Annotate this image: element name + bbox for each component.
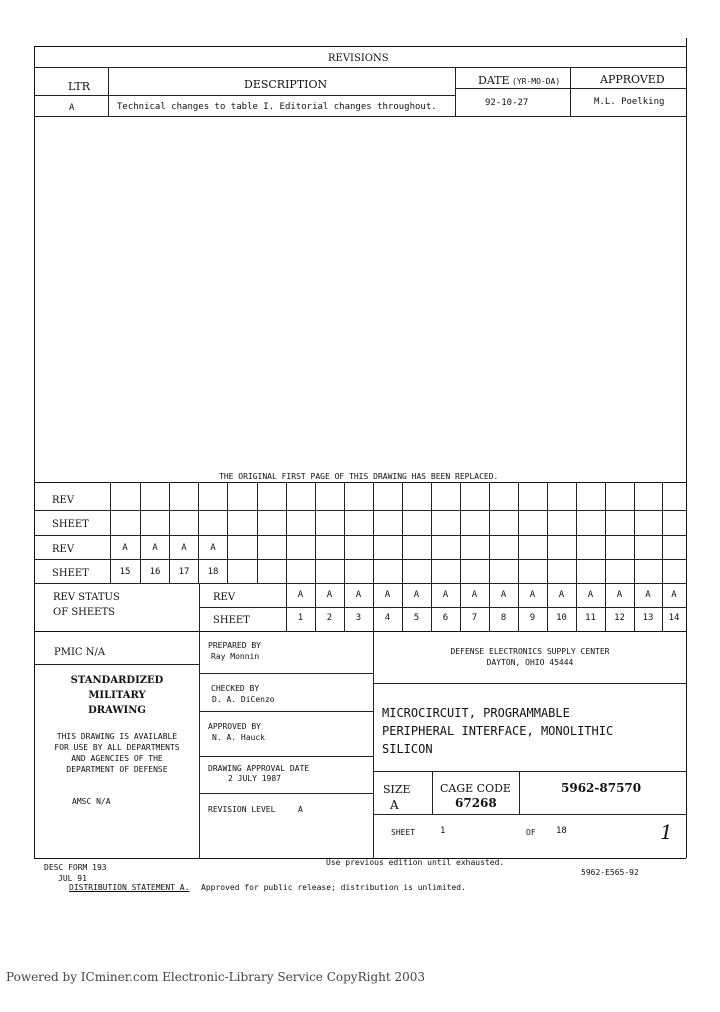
form-date: JUL 91 [58,874,87,883]
title-line-3: SILICON [382,742,433,756]
smd-line-2: MILITARY [88,690,146,701]
rev-label-row2: REV [52,544,75,555]
grid-divider [315,482,316,583]
approved-by-name: N. A. Hauck [212,733,265,742]
approval-date-label: DRAWING APPROVAL DATE [208,764,310,773]
prepared-label: PREPARED BY [208,641,261,650]
rev-cell: A [326,590,333,600]
distribution-label: DISTRIBUTION STATEMENT A. [69,883,190,892]
approval-date: 2 JULY 1987 [228,774,281,783]
sheet-label: SHEET [391,828,416,837]
smd-notice-3: AND AGENCIES OF THE [71,754,163,763]
revision-ltr: A [69,103,75,113]
revision-approved: M.L. Poelking [594,97,665,107]
footer-code: 5962-E565-92 [581,868,639,877]
grid-divider [257,482,258,583]
rev-cell: A [355,590,362,600]
rev-cell: A [500,590,507,600]
smd-notice-1: THIS DRAWING IS AVAILABLE [56,732,178,741]
smd-line-1: STANDARDIZED [70,675,164,686]
prepared-name: Ray Monnin [211,652,260,661]
approved-header: APPROVED [600,73,665,86]
sheet-label-row3: SHEET [213,615,250,626]
rev-cell: A [616,590,623,600]
checked-label: CHECKED BY [211,684,260,693]
rev-cell: A [384,590,391,600]
cage-label: CAGE CODE [440,782,511,795]
form-number: DESC FORM 193 [44,863,107,872]
sheet-cell: 6 [442,613,449,623]
powered-by: Powered by ICminer.com Electronic-Library Service CopyRight 2003 [6,970,426,984]
rev-cell: A [152,543,158,553]
cage-code: 67268 [455,796,497,810]
grid-divider [634,482,635,583]
rev-label-row1: REV [52,495,75,506]
date-format-header: (YR-MO-DA) [512,77,561,86]
sheet-cell: 8 [500,613,507,623]
smd-notice-4: DEPARTMENT OF DEFENSE [66,765,168,774]
grid-divider [431,482,432,583]
grid-divider [662,482,663,583]
rev-cell: A [297,590,304,600]
revision-level-label: REVISION LEVEL [208,805,276,814]
document-number: 5962-87570 [561,781,642,795]
grid-divider [547,482,548,583]
previous-edition-note: Use previous edition until exhausted. [326,858,505,867]
grid-divider [373,482,374,583]
sheet-cell: 7 [471,613,478,623]
size-label: SIZE [383,783,411,796]
amsc-label: AMSC N/A [72,797,111,806]
sheet-cell: 5 [413,613,420,623]
approved-by-label: APPROVED BY [208,722,261,731]
distribution-text: Approved for public release; distribution is unlimited. [201,883,466,892]
sheet-cell: 4 [384,613,391,623]
sheet-cell: 13 [642,613,654,623]
sheet-cell: 9 [529,613,536,623]
rev-status-label-1: REV STATUS [53,592,120,603]
sheet-cell: 15 [119,567,131,577]
sheet-cell: 11 [585,613,596,623]
sheet-number: 1 [440,826,446,836]
title-line-2: PERIPHERAL INTERFACE, MONOLITHIC [382,724,614,738]
rev-cell: A [558,590,565,600]
sheet-cell: 18 [207,567,219,577]
replaced-notice: THE ORIGINAL FIRST PAGE OF THIS DRAWING HAS BEEN REPLACED. [219,472,499,481]
rev-cell: A [645,590,651,600]
pmic-label: PMIC N/A [54,647,106,658]
rev-cell: A [671,590,677,600]
of-total: 18 [556,826,567,836]
rev-cell: A [413,590,420,600]
sheet-cell: 12 [614,613,625,623]
rev-cell: A [122,543,128,553]
rev-cell: A [529,590,536,600]
rev-cell: A [181,543,187,553]
checked-name: D. A. DiCenzo [212,695,275,704]
sheet-label-row1: SHEET [52,519,89,530]
of-label: OF [526,828,536,837]
revisions-title: REVISIONS [328,53,389,64]
grid-divider [286,482,287,583]
grid-divider [460,482,461,583]
sheet-cell: 16 [149,567,161,577]
smd-notice-2: FOR USE BY ALL DEPARTMENTS [54,743,180,752]
rev-label-row3: REV [213,592,236,603]
revision-level: A [298,805,303,814]
agency-line-1: DEFENSE ELECTRONICS SUPPLY CENTER [450,647,610,656]
ltr-header: LTR [68,80,91,93]
revision-date: 92-10-27 [485,98,529,108]
rev-cell: A [471,590,478,600]
sheet-cell: 10 [556,613,567,623]
size-value: A [390,798,399,812]
rev-cell: A [210,543,216,553]
grid-divider [489,482,490,583]
description-header: DESCRIPTION [244,78,328,91]
grid-divider [344,482,345,583]
date-header: DATE [478,74,510,87]
grid-divider [518,482,519,583]
title-line-1: MICROCIRCUIT, PROGRAMMABLE [382,706,570,720]
revision-description: Technical changes to table I. Editorial changes throughout. [117,102,437,112]
handwritten-page-mark: 1 [660,820,673,844]
grid-divider [605,482,606,583]
grid-divider [576,482,577,583]
smd-line-3: DRAWING [88,705,146,716]
rev-status-label-2: OF SHEETS [53,607,116,618]
rev-cell: A [442,590,449,600]
sheet-cell: 14 [668,613,680,623]
sheet-cell: 1 [297,613,304,623]
sheet-cell: 17 [178,567,190,577]
grid-divider [402,482,403,583]
sheet-cell: 2 [326,613,333,623]
rev-cell: A [587,590,594,600]
sheet-cell: 3 [355,613,362,623]
sheet-label-row2: SHEET [52,568,89,579]
agency-line-2: DAYTON, OHIO 45444 [486,658,574,667]
